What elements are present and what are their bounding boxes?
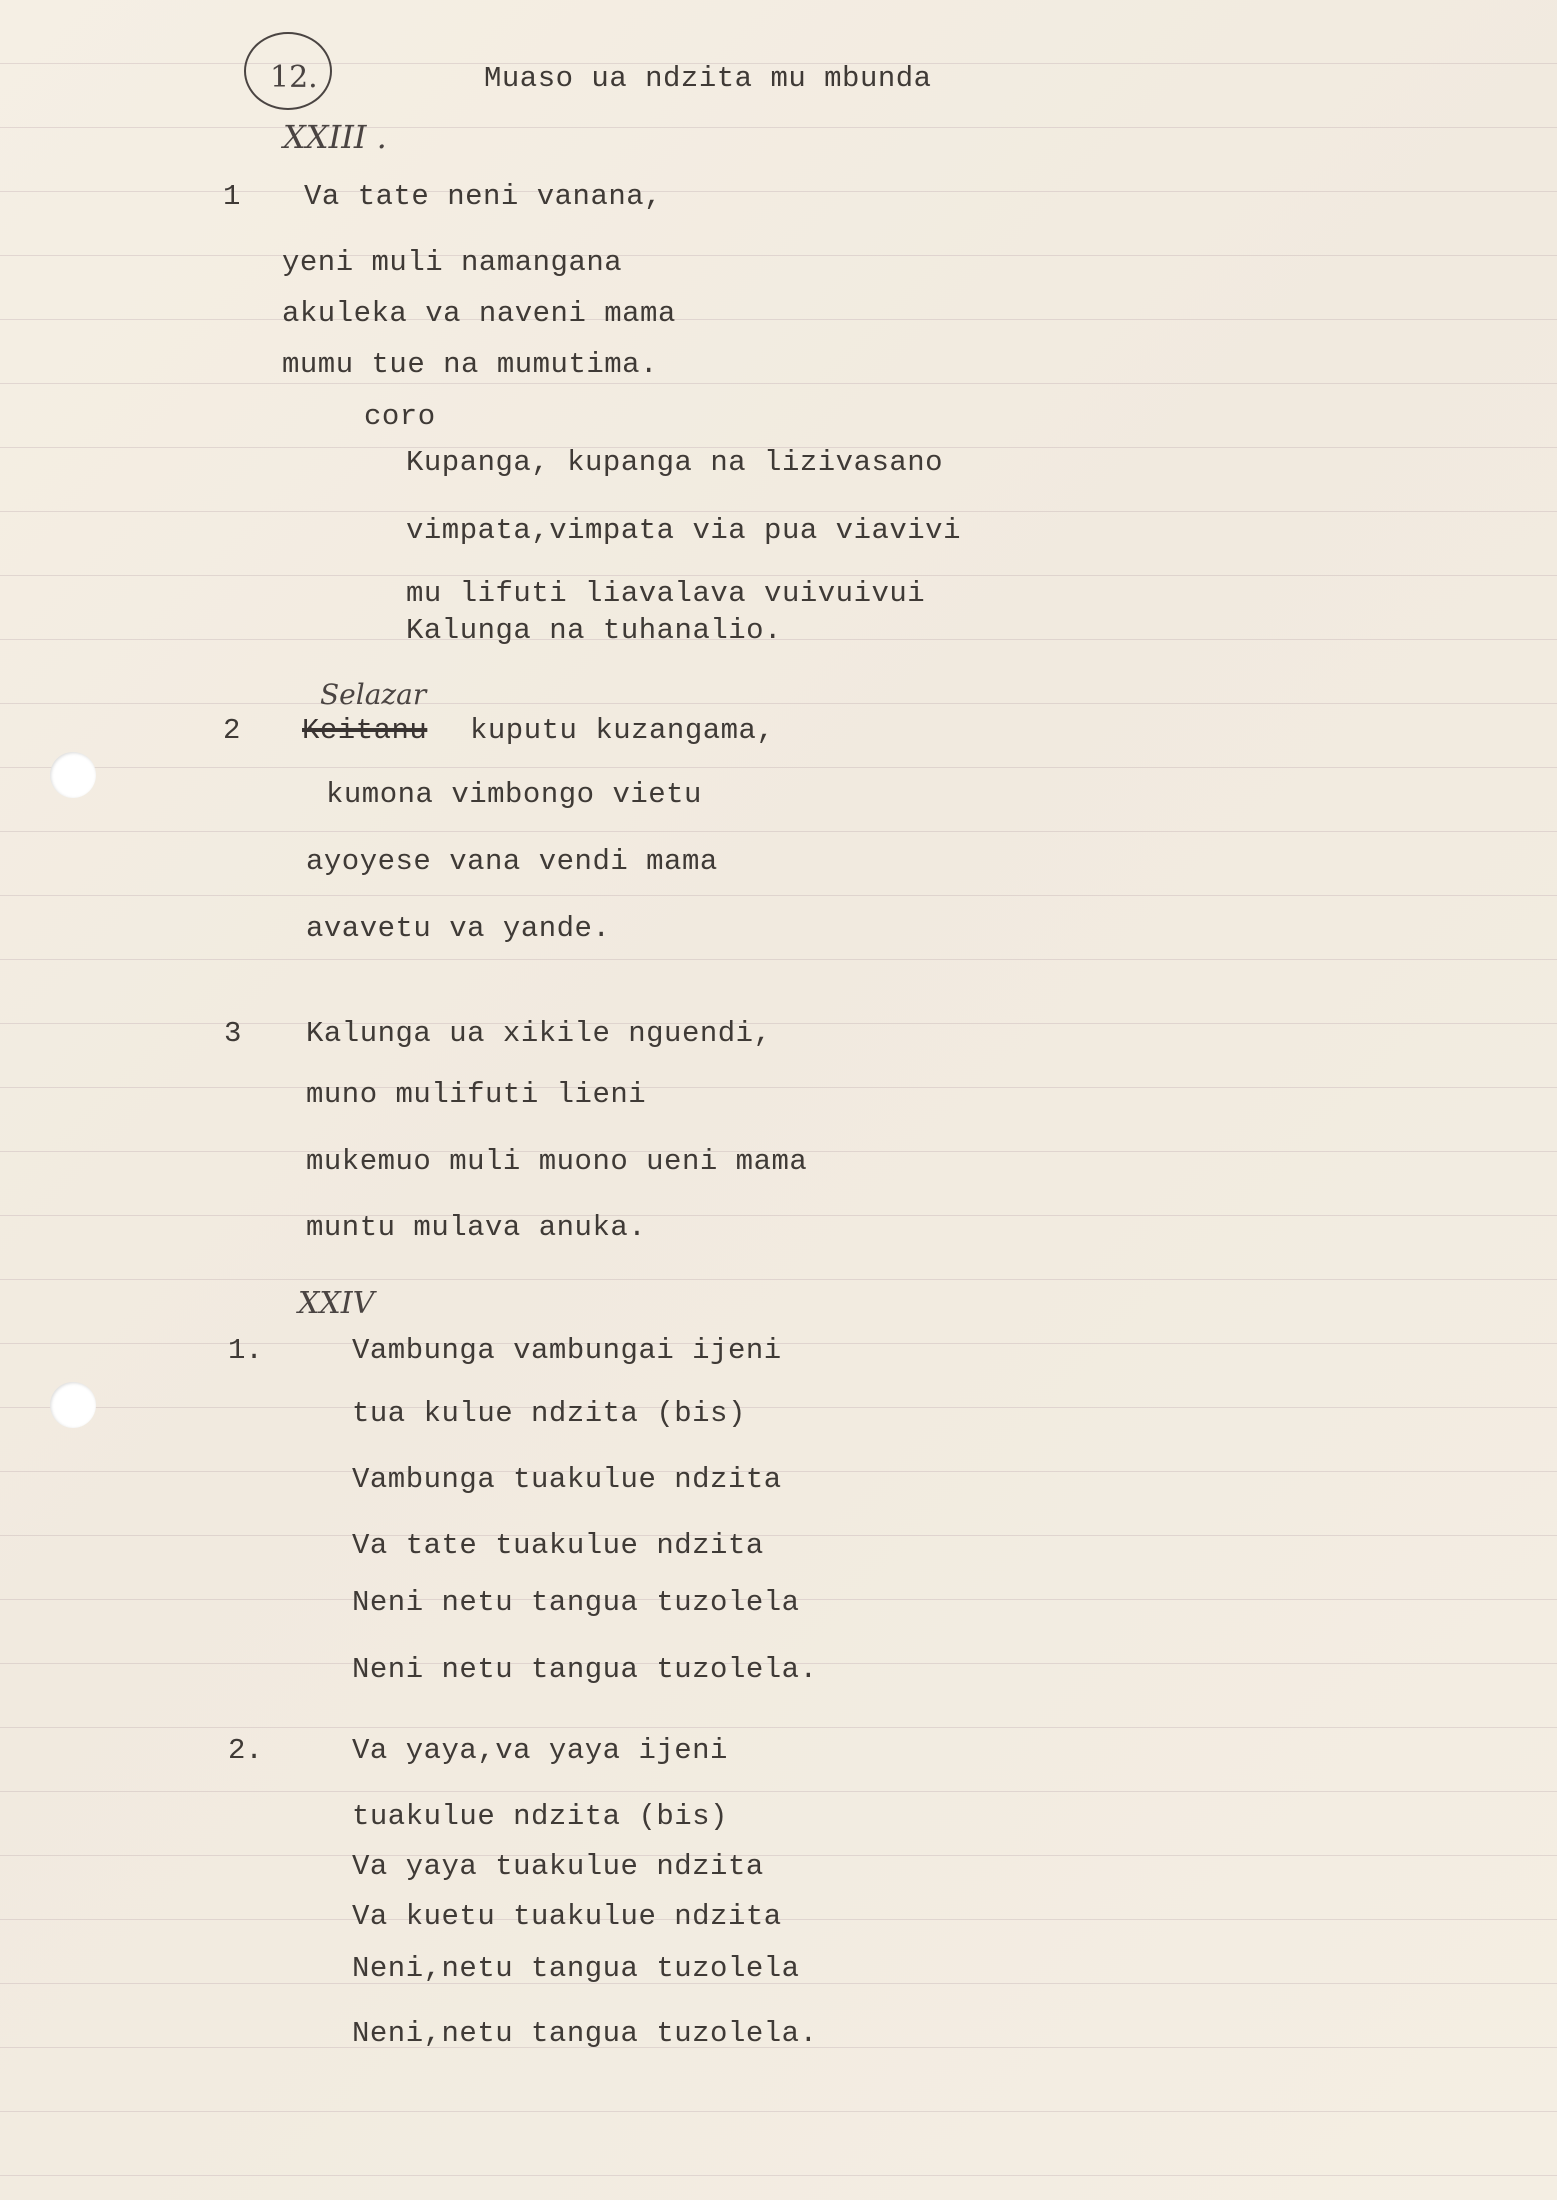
verse-line: muntu mulava anuka.: [306, 1211, 647, 1244]
verse-line: ayoyese vana vendi mama: [306, 845, 718, 878]
roman-numeral-xxiv: XXIV: [298, 1286, 375, 1321]
verse-line: Neni,netu tangua tuzolela: [352, 1952, 800, 1985]
chorus-line: Kalunga na tuhanalio.: [406, 614, 782, 647]
verse-line: Va tate tuakulue ndzita: [352, 1529, 764, 1562]
verse-number: 2.: [228, 1734, 263, 1767]
verse-number: 1.: [228, 1334, 263, 1367]
verse-line: muno mulifuti lieni: [306, 1078, 647, 1111]
verse-line: Neni,netu tangua tuzolela.: [352, 2017, 818, 2050]
verse-line: tua kulue ndzita (bis): [352, 1397, 746, 1430]
verse-line: Va yaya tuakulue ndzita: [352, 1850, 764, 1883]
verse-number: 2: [223, 714, 241, 747]
verse-line: avavetu va yande.: [306, 912, 611, 945]
page-number: 12.: [270, 60, 318, 95]
chorus-line: vimpata,vimpata via pua viavivi: [406, 514, 961, 547]
verse-line: yeni muli namangana: [282, 246, 623, 279]
verse-line: kuputu kuzangama,: [470, 714, 775, 747]
verse-line: kumona vimbongo vietu: [326, 778, 702, 811]
verse-line: Neni netu tangua tuzolela: [352, 1586, 800, 1619]
verse-line: Va yaya,va yaya ijeni: [352, 1734, 728, 1767]
chorus-label: coro: [364, 400, 436, 433]
verse-line: Vambunga vambungai ijeni: [352, 1334, 782, 1367]
punch-hole-bottom: [50, 1382, 96, 1428]
verse-line: akuleka va naveni mama: [282, 297, 676, 330]
verse-number: 3: [224, 1017, 242, 1050]
verse-line: Kalunga ua xikile nguendi,: [306, 1017, 772, 1050]
struck-word: Keitanu: [302, 714, 428, 747]
verse-line: tuakulue ndzita (bis): [352, 1800, 728, 1833]
page-title: Muaso ua ndzita mu mbunda: [484, 62, 932, 95]
verse-line: mumu tue na mumutima.: [282, 348, 658, 381]
chorus-line: mu lifuti liavalava vuivuivui: [406, 577, 926, 610]
verse-line: Va tate neni vanana,: [304, 180, 663, 213]
verse-line: Neni netu tangua tuzolela.: [352, 1653, 818, 1686]
chorus-line: Kupanga, kupanga na lizivasano: [406, 446, 944, 479]
verse-line: mukemuo muli muono ueni mama: [306, 1145, 808, 1178]
verse-line: Vambunga tuakulue ndzita: [352, 1463, 782, 1496]
verse-line: Va kuetu tuakulue ndzita: [352, 1900, 782, 1933]
punch-hole-top: [50, 752, 96, 798]
handwritten-correction: Selazar: [320, 678, 427, 711]
roman-numeral-xxiii: XXIII .: [283, 118, 387, 156]
verse-number: 1: [223, 180, 241, 213]
